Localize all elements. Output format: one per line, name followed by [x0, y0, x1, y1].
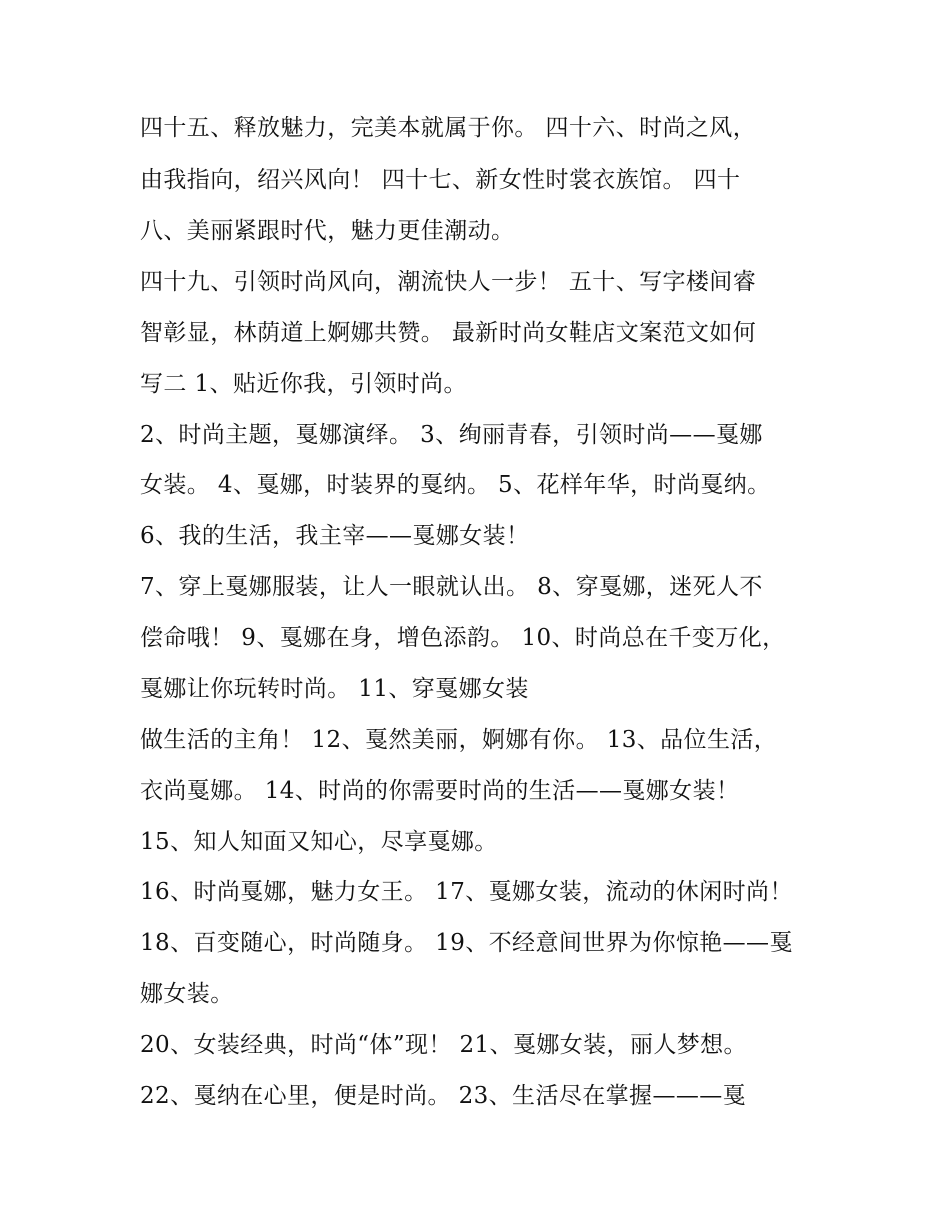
- text-line-4: 四十九、引领时尚风向，潮流快人一步！ 五十、写字楼间睿: [140, 269, 757, 295]
- text-line-17: 18、百变随心，时尚随身。 19、不经意间世界为你惊艳——戛: [140, 930, 793, 956]
- text-line-2: 由我指向，绍兴风向！ 四十七、新女性时裳衣族馆。 四十: [140, 167, 741, 193]
- text-line-7: 2、时尚主题，戛娜演绎。 3、绚丽青春，引领时尚——戛娜: [140, 422, 763, 448]
- text-line-13: 做生活的主角！ 12、戛然美丽，婀娜有你。 13、品位生活，: [140, 727, 778, 753]
- text-line-20: 22、戛纳在心里，便是时尚。 23、生活尽在掌握———戛: [140, 1083, 747, 1109]
- text-line-11: 偿命哦！ 9、戛娜在身，增色添韵。 10、时尚总在千变万化，: [140, 625, 786, 651]
- text-line-3: 八、美丽紧跟时代，魅力更佳潮动。: [140, 218, 515, 244]
- text-line-16: 16、时尚戛娜，魅力女王。 17、戛娜女装，流动的休闲时尚！: [140, 879, 793, 905]
- text-line-5: 智彰显，林荫道上婀娜共赞。 最新时尚女鞋店文案范文如何: [140, 320, 757, 346]
- text-line-8: 女装。 4、戛娜，时装界的戛纳。 5、花样年华，时尚戛纳。: [140, 472, 771, 498]
- text-line-6: 写二 1、贴近你我，引领时尚。: [140, 371, 467, 397]
- text-line-15: 15、知人知面又知心，尽享戛娜。: [140, 829, 498, 855]
- text-line-12: 戛娜让你玩转时尚。 11、穿戛娜女装: [140, 676, 529, 702]
- text-line-9: 6、我的生活，我主宰——戛娜女装！: [140, 523, 530, 549]
- text-line-18: 娜女装。: [140, 981, 234, 1007]
- text-line-1: 四十五、释放魅力，完美本就属于你。 四十六、时尚之风，: [140, 115, 757, 141]
- text-line-10: 7、穿上戛娜服装，让人一眼就认出。 8、穿戛娜，迷死人不: [140, 574, 763, 600]
- text-line-14: 衣尚戛娜。 14、时尚的你需要时尚的生活——戛娜女装！: [140, 778, 740, 804]
- text-line-19: 20、女装经典，时尚“体”现！ 21、戛娜女装，丽人梦想。: [140, 1032, 747, 1058]
